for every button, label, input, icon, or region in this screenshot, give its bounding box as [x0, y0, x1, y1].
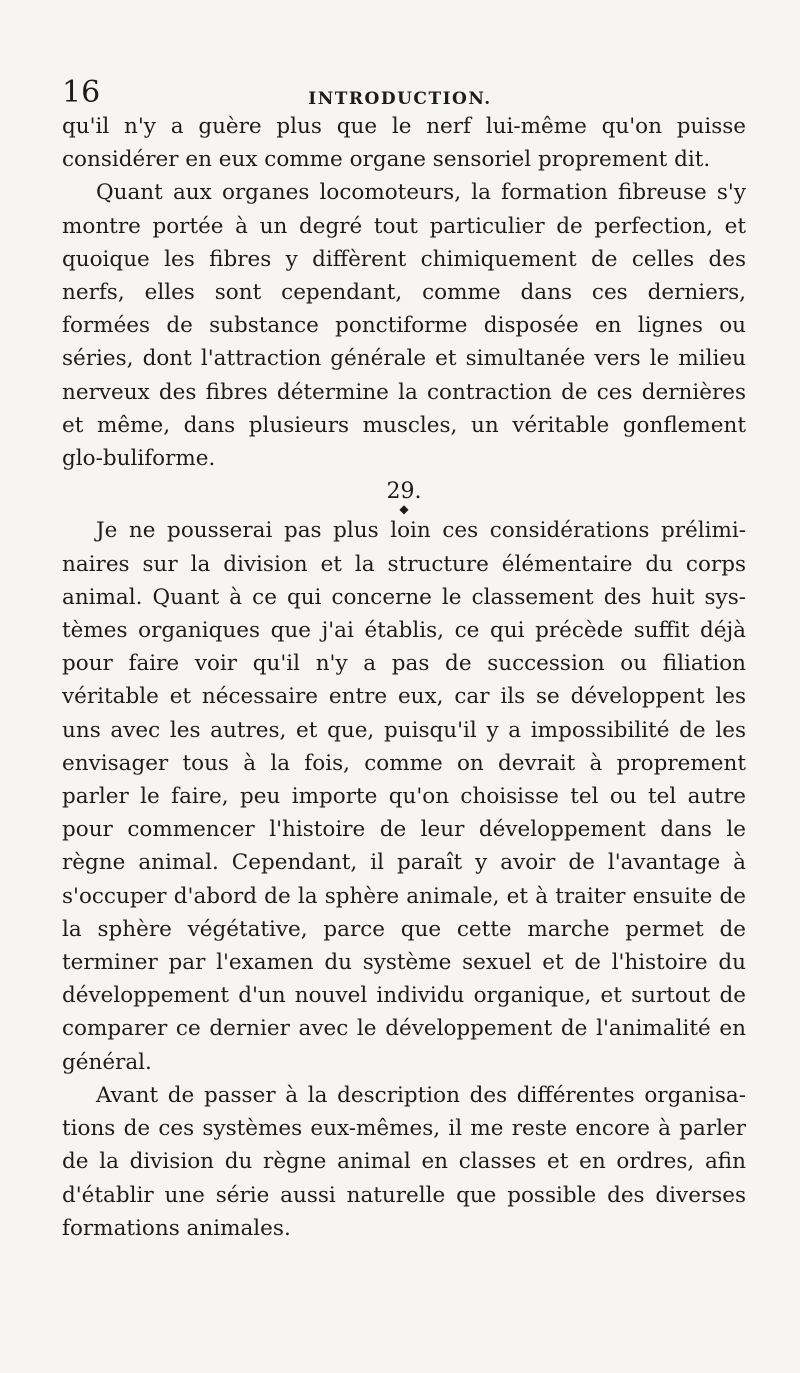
section-number: 29. [386, 479, 422, 505]
paragraph-classification: Je ne pousserai pas plus loin ces considérations prélimi-naires sur la division et la structure élémentaire du corps animal. Quant à ce qui concerne le classement des huit sys-tèmes organiques que j'ai établis, ce qui précède suffit déjà pour faire voir qu'il n'y a pas de succession ou filiation véritable et nécessaire entre eux, car ils se développent les uns avec les autres, et que, puisqu'il y a impossibilité de les envisager tous à la fois, comme on devrait à proprement parler le faire, peu importe qu'on choisisse tel ou tel autre pour commencer l'histoire de leur développement dans le règne animal. Cependant, il paraît y avoir de l'avantage à s'occuper d'abord de la sphère animale, et à traiter ensuite de la sphère végétative, parce que cette marche permet de terminer par l'examen du système sexuel et de l'histoire du développement d'un nouvel individu organique, et surtout de comparer ce dernier avec le développement de l'animalité en général. [62, 518, 746, 1075]
paragraph-division: Avant de passer à la description des différentes organisa-tions de ces systèmes eux-mêmes, il me reste encore à parler de la division du règne animal en classes et en ordres, afin d'établir une série aussi naturelle que possible des diverses formations animales. [62, 1082, 746, 1241]
page-number: 16 [62, 75, 101, 110]
paragraph-continuation: qu'il n'y a guère plus que le nerf lui-même qu'on puisse considérer en eux comme organe sensoriel proprement dit. [62, 114, 746, 173]
paragraph-locomotor-organs: Quant aux organes locomoteurs, la formation fibreuse s'y montre portée à un degré tout particulier de perfection, et quoique les fibres y diffèrent chimiquement de celles des nerfs, elles sont cependant, comme dans ces derniers, formées de substance ponctiforme disposée en lignes ou séries, dont l'attraction générale et simultanée vers le milieu nerveux des fibres détermine la contraction de ces dernières et même, dans plusieurs muscles, un véritable gonflement glo-buliforme. [62, 180, 746, 472]
section-ornament-icon: ◆ [399, 502, 409, 517]
body-text [62, 110, 746, 1245]
running-head: INTRODUCTION. [308, 89, 492, 109]
